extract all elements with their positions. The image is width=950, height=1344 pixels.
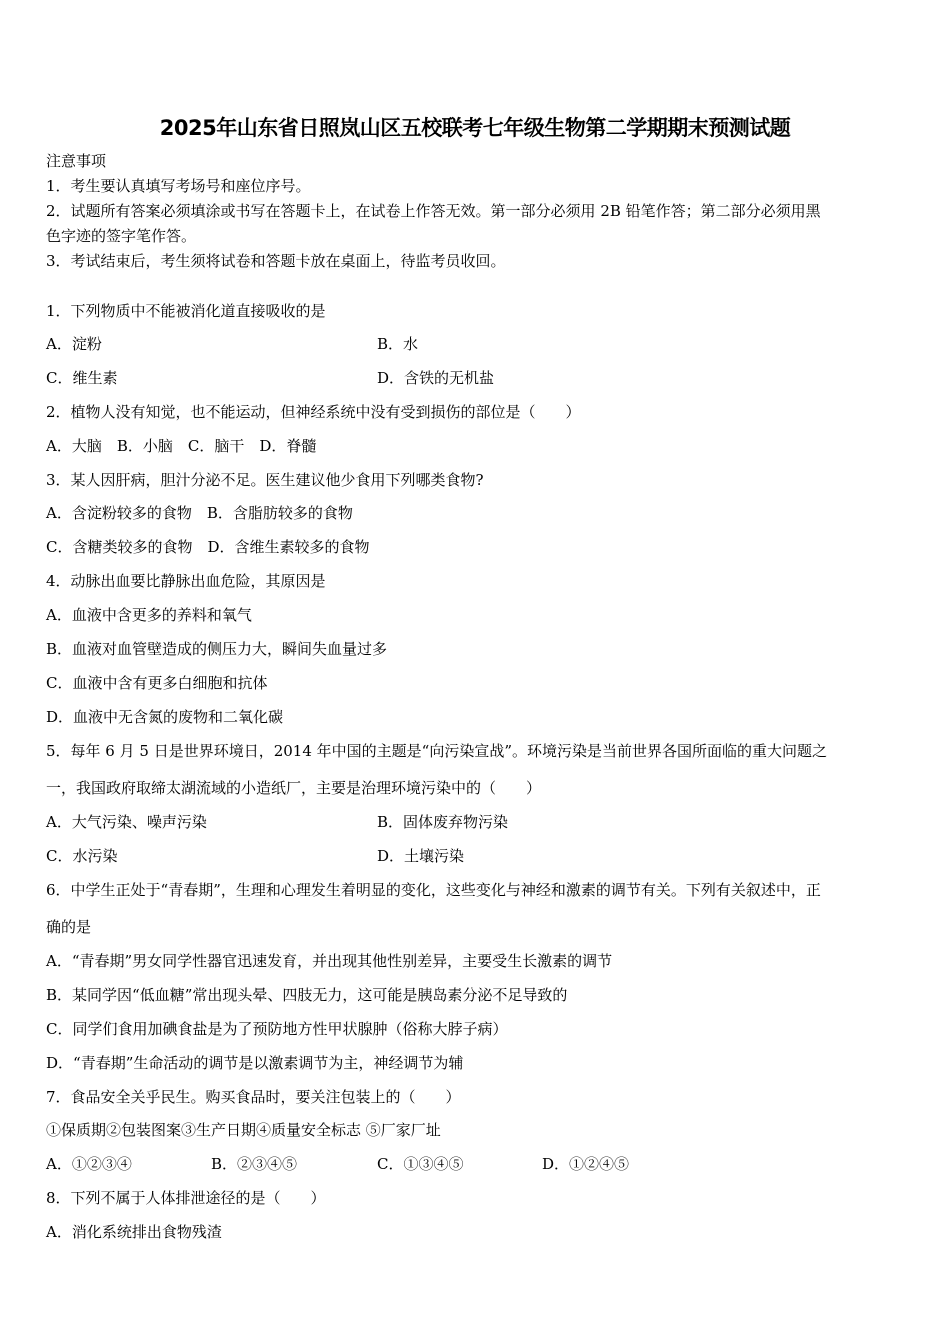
option: A．①②③④	[46, 1155, 132, 1173]
notice-item: 1．考生要认真填写考场号和座位序号。	[46, 177, 311, 195]
option: C．维生素	[46, 369, 118, 387]
option: D．“青春期”生命活动的调节是以激素调节为主，神经调节为辅	[46, 1054, 464, 1072]
notice-heading: 注意事项	[46, 152, 107, 170]
question-stem: 4．动脉出血要比静脉出血危险，其原因是	[46, 572, 326, 590]
notice-item: 2．试题所有答案必须填涂或书写在答题卡上，在试卷上作答无效。第一部分必须用 2B 铅笔作答；第二部分必须用黑	[46, 202, 821, 220]
option: A．淀粉	[46, 335, 102, 353]
question-stem: 5．每年 6 月 5 日是世界环境日，2014 年中国的主题是“向污染宣战”。环境污染是当前世界各国所面临的重大问题之	[46, 742, 827, 760]
option: B．水	[377, 335, 419, 353]
question-stem: 2．植物人没有知觉，也不能运动，但神经系统中没有受到损伤的部位是（ ）	[46, 403, 581, 421]
option: A．大气污染、噪声污染	[46, 813, 207, 831]
option: D．含铁的无机盐	[377, 369, 495, 387]
question-stem-cont: 确的是	[46, 918, 92, 936]
question-stem: 8．下列不属于人体排泄途径的是（ ）	[46, 1189, 326, 1207]
option: A．含淀粉较多的食物 B．含脂肪较多的食物	[46, 504, 353, 522]
option: A．血液中含更多的养料和氧气	[46, 606, 252, 624]
notice-item: 色字迹的签字笔作答。	[46, 227, 197, 245]
option: B．血液对血管壁造成的侧压力大，瞬间失血量过多	[46, 640, 388, 658]
page-title: 2025年山东省日照岚山区五校联考七年级生物第二学期期末预测试题	[159, 116, 791, 140]
option: B．②③④⑤	[211, 1155, 298, 1173]
question-stem: 3．某人因肝病，胆汁分泌不足。医生建议他少食用下列哪类食物?	[46, 471, 484, 489]
question-stem-cont: ①保质期②包装图案③生产日期④质量安全标志 ⑤厂家厂址	[46, 1121, 441, 1139]
question-stem-cont: 一，我国政府取缔太湖流域的小造纸厂，主要是治理环境污染中的（ ）	[46, 779, 542, 797]
option: A．消化系统排出食物残渣	[46, 1223, 222, 1241]
option: B．固体废弃物污染	[377, 813, 509, 831]
option: B．某同学因“低血糖”常出现头晕、四肢无力，这可能是胰岛素分泌不足导致的	[46, 986, 568, 1004]
option: D．血液中无含氮的废物和二氧化碳	[46, 708, 284, 726]
question-stem: 6．中学生正处于“青春期”，生理和心理发生着明显的变化，这些变化与神经和激素的调节有关。下列有关叙述中，正	[46, 881, 821, 899]
option: C．含糖类较多的食物 D．含维生素较多的食物	[46, 538, 370, 556]
option: A．“青春期”男女同学性器官迅速发育，并出现其他性别差异，主要受生长激素的调节	[46, 952, 613, 970]
notice-item: 3．考试结束后，考生须将试卷和答题卡放在桌面上，待监考员收回。	[46, 252, 506, 270]
question-stem: 7．食品安全关乎民生。购买食品时，要关注包装上的（ ）	[46, 1088, 461, 1106]
option: A．大脑 B．小脑 C．脑干 D．脊髓	[46, 437, 317, 455]
option: D．土壤污染	[377, 847, 465, 865]
option: D．①②④⑤	[542, 1155, 630, 1173]
option: C．同学们食用加碘食盐是为了预防地方性甲状腺肿（俗称大脖子病）	[46, 1020, 508, 1038]
option: C．①③④⑤	[377, 1155, 464, 1173]
option: C．血液中含有更多白细胞和抗体	[46, 674, 268, 692]
question-stem: 1．下列物质中不能被消化道直接吸收的是	[46, 302, 326, 320]
option: C．水污染	[46, 847, 118, 865]
